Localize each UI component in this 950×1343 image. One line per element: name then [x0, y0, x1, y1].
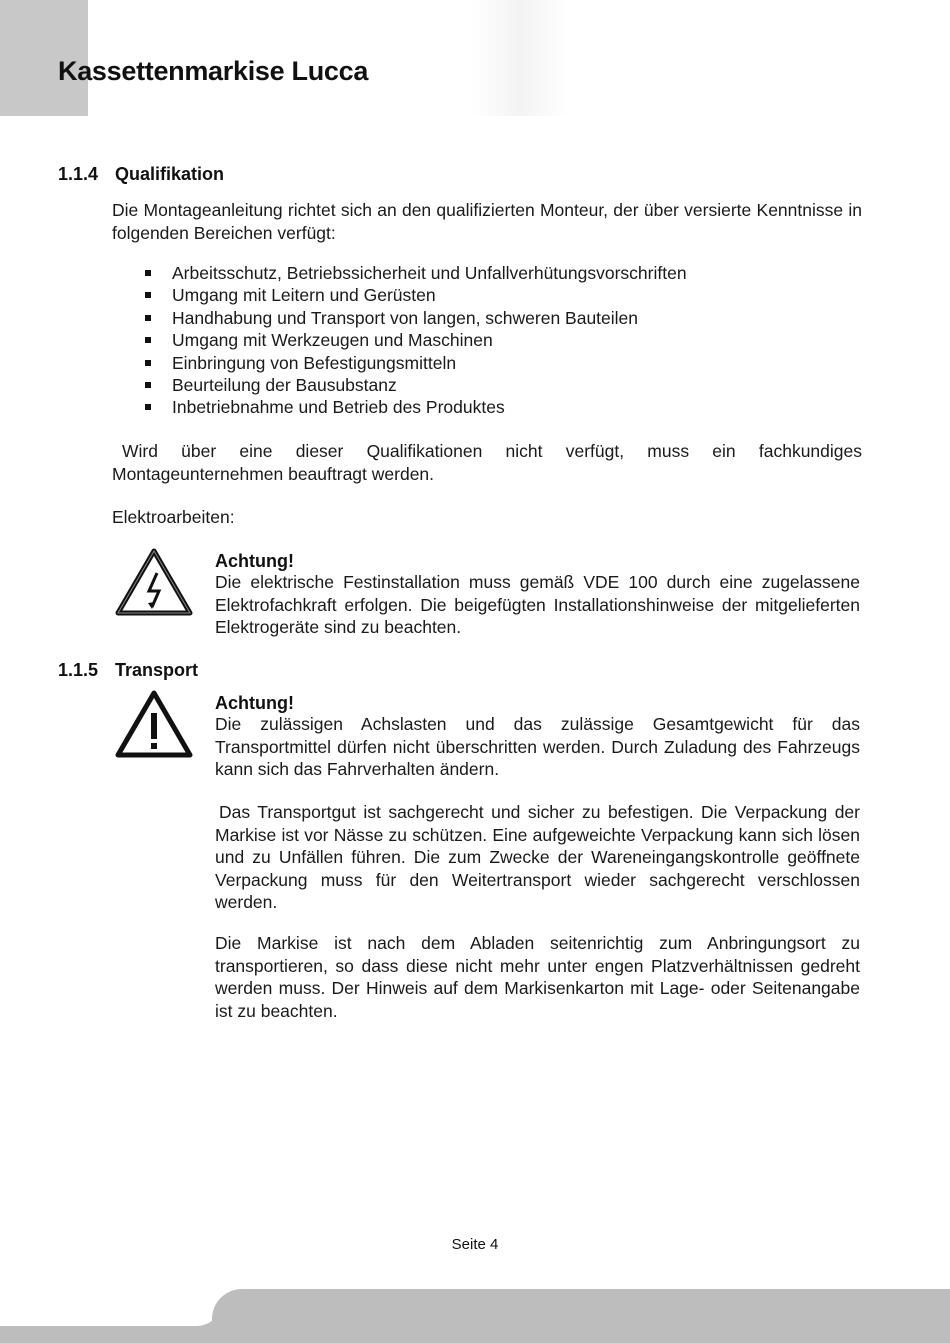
bullet-square-icon — [145, 382, 151, 388]
section-title: Transport — [115, 660, 199, 680]
elektroarbeiten-label: Elektroarbeiten: — [112, 507, 235, 527]
transport-warning-text: Die zulässigen Achslasten und das zulässige Gesamtgewicht für das Transportmittel dürfen nicht überschritten werden. Durch Zuladung des Fahrzeugs kann sich das Fahrverhalten ändern. — [215, 714, 860, 779]
bullet-square-icon — [145, 404, 151, 410]
qualifikation-intro: Die Montageanleitung richtet sich an den qualifizierten Monteur, der über versierte Kenntnisse in folgenden Bereichen verfügt: — [112, 200, 862, 243]
footer-notch — [0, 1286, 224, 1326]
bullet-square-icon — [145, 337, 151, 343]
transport-paragraph-2: Die Markise ist nach dem Abladen seitenrichtig zum Anbringungsort zu transportieren, so dass diese nicht mehr unter engen Platzverhältnissen gedreht werden muss. Der Hinweis auf dem Markisenkarton mit Lage- oder Seitenangabe ist zu beachten. — [215, 933, 860, 1021]
bullet-square-icon — [145, 292, 151, 298]
warning-exclamation-icon — [114, 689, 194, 759]
list-item: Umgang mit Leitern und Gerüsten — [145, 284, 687, 306]
list-item: Umgang mit Werkzeugen und Maschinen — [145, 329, 687, 351]
elektro-warning-title: Achtung! — [215, 551, 294, 571]
list-item: Inbetriebnahme und Betrieb des Produktes — [145, 396, 687, 418]
transport-warning-title: Achtung! — [215, 693, 294, 713]
bullet-square-icon — [145, 315, 151, 321]
electrical-hazard-icon — [114, 547, 194, 617]
footer-bar — [212, 1289, 950, 1343]
list-item: Einbringung von Befestigungsmitteln — [145, 352, 687, 374]
section-heading-qualifikation — [58, 164, 224, 185]
qualifikation-note: Wird über eine dieser Qualifikationen nicht verfügt, muss ein fachkundiges Montageunternehmen beauftragt werden. — [112, 441, 862, 484]
transport-paragraph-1: Das Transportgut ist sachgerecht und sicher zu befestigen. Die Verpackung der Markise ist vor Nässe zu schützen. Eine aufgeweichte Verpackung kann sich lösen und zu Unfällen führen. Die zum Zwecke der Wareneingangskontrolle geöffnete Verpackung muss für den Weitertransport wieder sachgerecht verschlossen werden. — [215, 802, 860, 912]
section-number: 1.1.5 — [58, 660, 99, 680]
list-item: Arbeitsschutz, Betriebssicherheit und Unfallverhütungsvorschriften — [145, 262, 687, 284]
bullet-square-icon — [145, 360, 151, 366]
page-number: Seite 4 — [451, 1236, 499, 1253]
section-number: 1.1.4 — [58, 164, 99, 184]
elektro-warning-text: Die elektrische Festinstallation muss gemäß VDE 100 durch eine zugelassene Elektrofachkraft erfolgen. Die beigefügten Installationshinweise der mitgelieferten Elektrogeräte sind zu beachten. — [215, 572, 860, 637]
section-title: Qualifikation — [115, 164, 225, 184]
list-item: Handhabung und Transport von langen, schweren Bauteilen — [145, 307, 687, 329]
section-heading-transport — [58, 660, 198, 681]
bullet-square-icon — [145, 270, 151, 276]
qualifikation-list — [145, 262, 687, 419]
list-item: Beurteilung der Bausubstanz — [145, 374, 687, 396]
document-title: Kassettenmarkise Lucca — [58, 56, 369, 86]
